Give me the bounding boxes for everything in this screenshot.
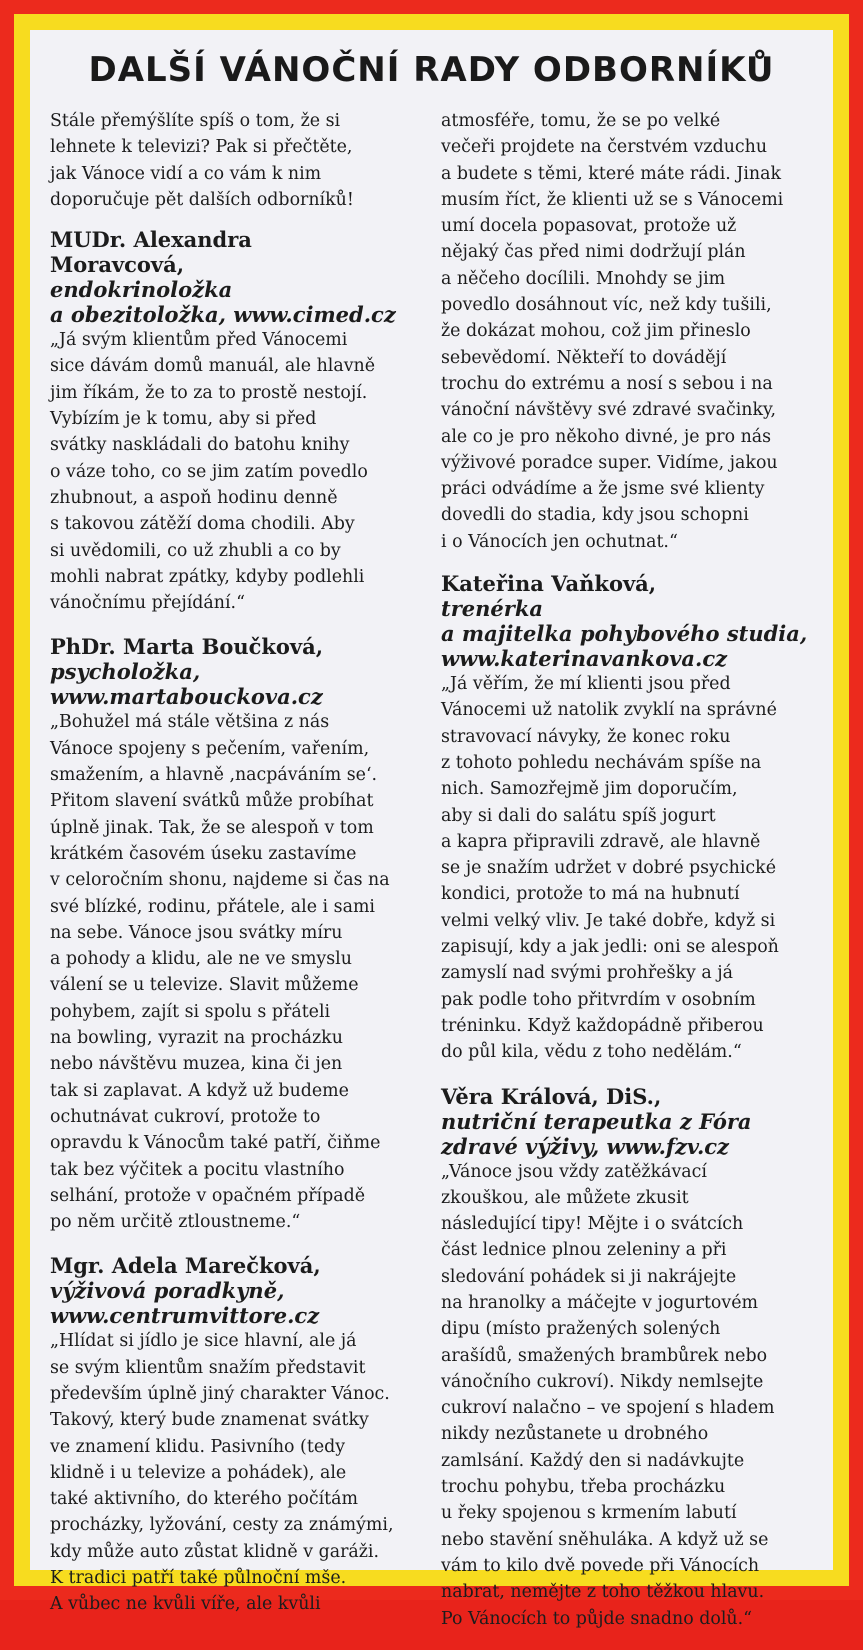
expert-quote: „Vánoce jsou vždy zatěžkávací zkouškou, ale můžete zkusit následující tipy! Mějte i o svátcích část lednice plnou zeleniny a při sledování pohádek si ji nakrájejte na hranolky a máčejte v jogurtovém dipu (místo pražených solených arašídů, smažených brambůrek nebo vánočního cukroví). Nikdy nemlsejte cukroví nalačno – ve spojení s hladem nikdy nezůstanete u drobného zamlsání. Každý den si nadávkujte trochu pohybu, třeba procházku u řeky spojenou s krmením labutí nebo stavění sněhuláka. A když už se vám to kilo dvě povede při Vánocích nabrat, nemějte z toho těžkou hlavu. Po Vánocích to půjde snadno dolů.“ [441, 1161, 775, 1629]
expert-kralova [441, 1084, 823, 1632]
expert-role: trenérka a majitelka pohybového studia, www.katerinavankova.cz [441, 596, 808, 672]
expert-name: MUDr. Alexandra Moravcová, [50, 227, 252, 278]
expert-name: PhDr. Marta Boučková, [50, 634, 324, 660]
expert-quote: „Bohužel má stále většina z nás Vánoce spojeny s pečením, vařením, smažením, a hlavně ‚nacpáváním se‘. Přitom slavení svátků může probíhat úplně jinak. Tak, že se alespoň v tom krátkém časovém úseku zastavíme v celoročním shonu, najdeme si čas na své blízké, rodinu, přátele, ale i sami na sebe. Vánoce jsou svátky míru a pohody a klidu, ale ne ve smyslu válení se u televize. Slavit můžeme pohybem, zajít si spolu s přáteli na bowling, vyrazit na procházku nebo návštěvu muzea, kina či jen tak si zaplavat. A když už budeme ochutnávat cukroví, protože to opravdu k Vánocům také patří, čiňme tak bez výčitek a pocitu vlastního selhání, protože v opačném případě po něm určitě ztloustneme.“ [50, 712, 390, 1233]
expert-name: Věra Králová, DiS., [441, 1083, 662, 1109]
quote-continuation: atmosféře, tomu, že se po velké večeři projdete na čerstvém vzduchu a budete s těmi, které máte rádi. Jinak musím říct, že klienti už se s Vánocemi umí docela popasovat, protože už nějaký čas před nimi dodržují plán a něčeho docílili. Mnohdy se jim povedlo dosáhnout víc, než kdy tušili, že dokázat mohou, což jim přineslo sebevědomí. Někteří to dovádějí trochu do extrému a nosí s sebou i na vánoční návštěvy své zdravé svačinky, ale co je pro někoho divné, je pro nás výživové poradce super. Vidíme, jakou práci odvádíme a že jsme své klienty dovedli do stadia, kdy jsou schopni i o Vánocích jen ochutnat.“ [441, 111, 784, 552]
expert-role: endokrinoložka a obezitoložka, www.cimed.cz [50, 277, 396, 328]
article-page [30, 30, 833, 1629]
expert-quote: „Já věřím, že mí klienti jsou před Vánocemi už natolik zvyklí na správné stravovací návyky, že konec roku z tohoto pohledu nechávám spíše na nich. Samozřejmě jim doporučím, aby si dali do salátu spíš jogurt a kapra připravili zdravě, ale hlavně se je snažím udržet v dobré psychické kondici, protože to má na hubnutí velmi velký vliv. Je také dobře, když si zapisují, kdy a jak jedli: oni se alespoň zamyslí nad svými prohřešky a já pak podle toho přitvrdím v osobním tréninku. Když každopádně přiberou do půl kila, vědu z toho nedělám.“ [441, 674, 779, 1063]
expert-name: Kateřina Vaňková, [441, 571, 657, 597]
expert-role: výživová poradkyně, www.centrumvittore.cz [50, 1278, 320, 1329]
expert-mareckova [50, 1253, 430, 1617]
expert-role: nutriční terapeutka z Fóra zdravé výživy, www.fzv.cz [441, 1108, 752, 1159]
expert-quote: „Hlídat si jídlo je sice hlavní, ale já se svým klientům snažím představit především úplně jiný charakter Vánoc. Takový, který bude znamenat svátky ve znamení klidu. Pasivního (tedy klidně i u televize a pohádek), ale také aktivního, do kterého počítám procházky, lyžování, cesty za známými, kdy může auto zůstat klidně v garáži. K tradici patří také půlnoční mše. A vůbec ne kvůli víře, ale kvůli [50, 1331, 394, 1615]
expert-moravcova [50, 227, 430, 616]
intro-paragraph: Stále přemýšlíte spíš o tom, že si lehnete k televizi? Pak si přečtěte, jak Vánoce vidí a co vám k nim doporučuje pět dalších odborníků! [50, 111, 354, 210]
expert-quote: „Já svým klientům před Vánocemi sice dávám domů manuál, ale hlavně jim říkám, že to za to prostě nestojí. Vybízím je k tomu, aby si před svátky naskládali do batohu knihy o váze toho, co se jim zatím povedlo zhubnout, a aspoň hodinu denně s takovou zátěží doma chodili. Aby si uvědomili, co už zhubli a co by mohli nabrat zpátky, kdyby podlehli vánočnímu přejídání.“ [50, 330, 376, 614]
expert-vankova [441, 571, 823, 1065]
expert-bouckova [50, 634, 430, 1235]
right-column [441, 108, 823, 1650]
expert-name: Mgr. Adela Marečková, [50, 1253, 321, 1279]
expert-role: psycholožka, www.martabouckova.cz [50, 659, 323, 710]
article-title: DALŠÍ VÁNOČNÍ RADY ODBORNÍKŮ [88, 50, 775, 90]
left-column [50, 108, 430, 1636]
